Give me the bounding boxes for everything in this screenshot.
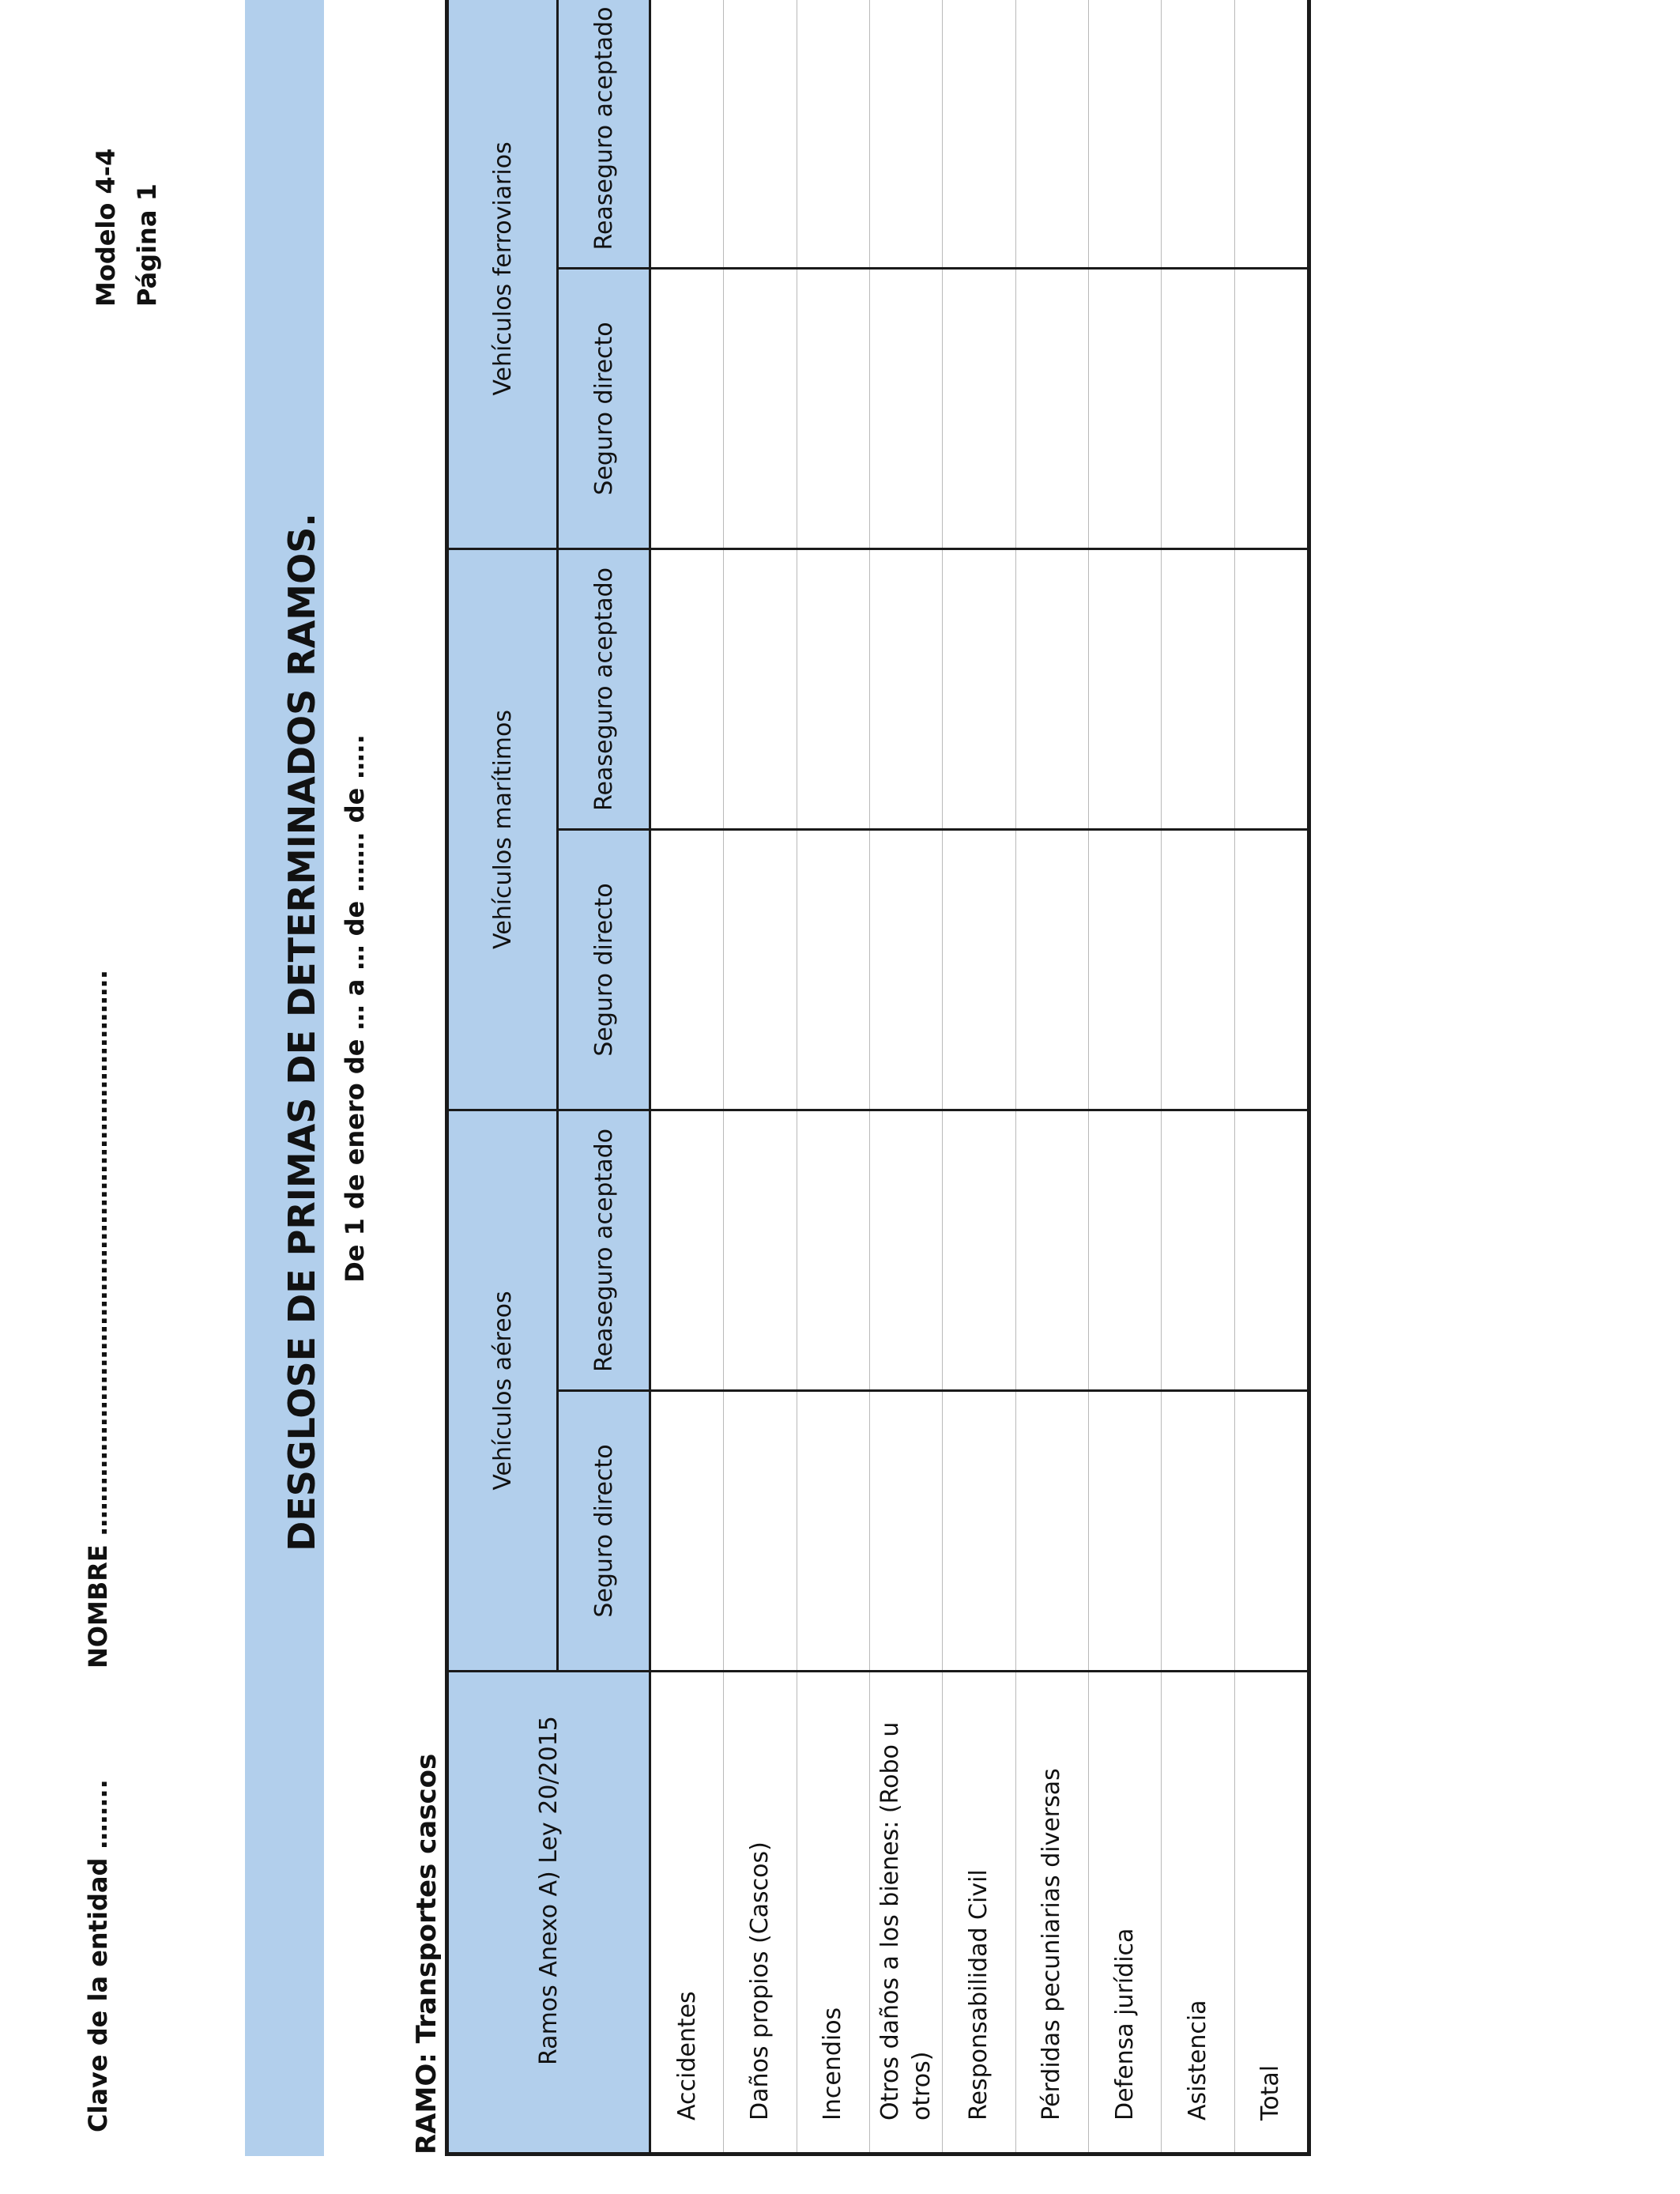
- entry-cell[interactable]: [797, 268, 869, 548]
- subheader-seguro-directo: Seguro directo: [558, 268, 650, 548]
- entry-cell[interactable]: [1088, 548, 1161, 829]
- group-header-ferroviarios: Vehículos ferroviarios: [447, 0, 558, 548]
- page-title: DESGLOSE DE PRIMAS DE DETERMINADOS RAMOS.: [281, 513, 323, 1551]
- entry-cell[interactable]: [1234, 548, 1309, 829]
- row-label: Pérdidas pecuniarias diversas: [1015, 1672, 1088, 2154]
- row-label: Daños propios (Cascos): [724, 1672, 797, 2154]
- entry-cell[interactable]: [1015, 268, 1088, 548]
- entry-cell[interactable]: [797, 1110, 869, 1390]
- entry-cell[interactable]: [943, 1391, 1015, 1672]
- row-label: Incendios: [797, 1672, 869, 2154]
- entry-cell[interactable]: [1088, 1391, 1161, 1672]
- entry-cell[interactable]: [650, 1391, 724, 1672]
- entry-cell[interactable]: [797, 0, 869, 268]
- model-number: Modelo 4-4: [91, 148, 121, 307]
- table-group-header-row: [447, 0, 558, 2154]
- entry-cell[interactable]: [650, 548, 724, 829]
- subheader-reaseguro-aceptado: Reaseguro aceptado: [558, 0, 650, 268]
- entry-cell[interactable]: [1162, 548, 1234, 829]
- entry-cell[interactable]: [797, 548, 869, 829]
- row-label: Responsabilidad Civil: [943, 1672, 1015, 2154]
- entry-cell[interactable]: [1088, 268, 1161, 548]
- entry-cell[interactable]: [1162, 829, 1234, 1110]
- entry-cell[interactable]: [724, 829, 797, 1110]
- entry-cell[interactable]: [1162, 0, 1234, 268]
- entry-cell[interactable]: [943, 268, 1015, 548]
- entry-cell[interactable]: [1234, 829, 1309, 1110]
- row-label: Defensa jurídica: [1088, 1672, 1161, 2154]
- entry-cell[interactable]: [1015, 1110, 1088, 1390]
- subheader-seguro-directo: Seguro directo: [558, 1391, 650, 1672]
- row-label: Accidentes: [650, 1672, 724, 2154]
- entry-cell[interactable]: [1088, 1110, 1161, 1390]
- table-row: [943, 0, 1015, 2154]
- premium-breakdown-table: [445, 0, 1311, 2156]
- entry-cell[interactable]: [943, 548, 1015, 829]
- entry-cell[interactable]: [650, 0, 724, 268]
- period-subtitle: De 1 de enero de … a … de ……. de …..: [340, 734, 370, 1283]
- entry-cell[interactable]: [1015, 1391, 1088, 1672]
- table-row: [1015, 0, 1088, 2154]
- entry-cell[interactable]: [1234, 0, 1309, 268]
- table-row: [724, 0, 797, 2154]
- entry-cell[interactable]: [1162, 1391, 1234, 1672]
- entity-code-label: Clave de la entidad ……..: [83, 1779, 113, 2132]
- entry-cell[interactable]: [869, 268, 942, 548]
- entry-cell[interactable]: [869, 829, 942, 1110]
- entry-cell[interactable]: [1234, 1391, 1309, 1672]
- entry-cell[interactable]: [943, 829, 1015, 1110]
- entry-cell[interactable]: [1088, 829, 1161, 1110]
- table-row: [1234, 0, 1309, 2154]
- row-label: Total: [1234, 1672, 1309, 2154]
- entry-cell[interactable]: [1162, 268, 1234, 548]
- model-info: [85, 149, 168, 307]
- entry-cell[interactable]: [869, 0, 942, 268]
- entry-cell[interactable]: [724, 0, 797, 268]
- entry-cell[interactable]: [724, 548, 797, 829]
- row-label: Otros daños a los bienes: (Robo u otros): [869, 1672, 942, 2154]
- table-row: [797, 0, 869, 2154]
- entry-cell[interactable]: [724, 1110, 797, 1390]
- ramos-column-header: Ramos Anexo A) Ley 20/2015: [447, 1672, 650, 2154]
- entry-cell[interactable]: [1015, 0, 1088, 268]
- entry-cell[interactable]: [1234, 1110, 1309, 1390]
- entry-cell[interactable]: [1015, 548, 1088, 829]
- entry-cell[interactable]: [1088, 0, 1161, 268]
- table-body: [650, 0, 1309, 2154]
- row-label: Asistencia: [1162, 1672, 1234, 2154]
- entry-cell[interactable]: [724, 1391, 797, 1672]
- group-header-maritimos: Vehículos marítimos: [447, 548, 558, 1110]
- page-number: Página 1: [132, 183, 162, 307]
- entry-cell[interactable]: [943, 1110, 1015, 1390]
- entry-cell[interactable]: [797, 829, 869, 1110]
- subheader-reaseguro-aceptado: Reaseguro aceptado: [558, 548, 650, 829]
- table-row: [1088, 0, 1161, 2154]
- entry-cell[interactable]: [869, 548, 942, 829]
- entry-cell[interactable]: [650, 1110, 724, 1390]
- entry-cell[interactable]: [797, 1391, 869, 1672]
- entry-cell[interactable]: [869, 1391, 942, 1672]
- entity-name-label: NOMBRE ………………………………………………………….: [83, 969, 113, 1668]
- entry-cell[interactable]: [1234, 268, 1309, 548]
- entry-cell[interactable]: [724, 268, 797, 548]
- subheader-reaseguro-aceptado: Reaseguro aceptado: [558, 1110, 650, 1390]
- table-row: [650, 0, 724, 2154]
- ramo-label: RAMO: Transportes cascos: [411, 1753, 443, 2154]
- entry-cell[interactable]: [1162, 1110, 1234, 1390]
- entry-cell[interactable]: [650, 268, 724, 548]
- entry-cell[interactable]: [650, 829, 724, 1110]
- subheader-seguro-directo: Seguro directo: [558, 829, 650, 1110]
- group-header-aereos: Vehículos aéreos: [447, 1110, 558, 1671]
- entry-cell[interactable]: [869, 1110, 942, 1390]
- entry-cell[interactable]: [1015, 829, 1088, 1110]
- entry-cell[interactable]: [943, 0, 1015, 268]
- table-row: [869, 0, 942, 2154]
- table-row: [1162, 0, 1234, 2154]
